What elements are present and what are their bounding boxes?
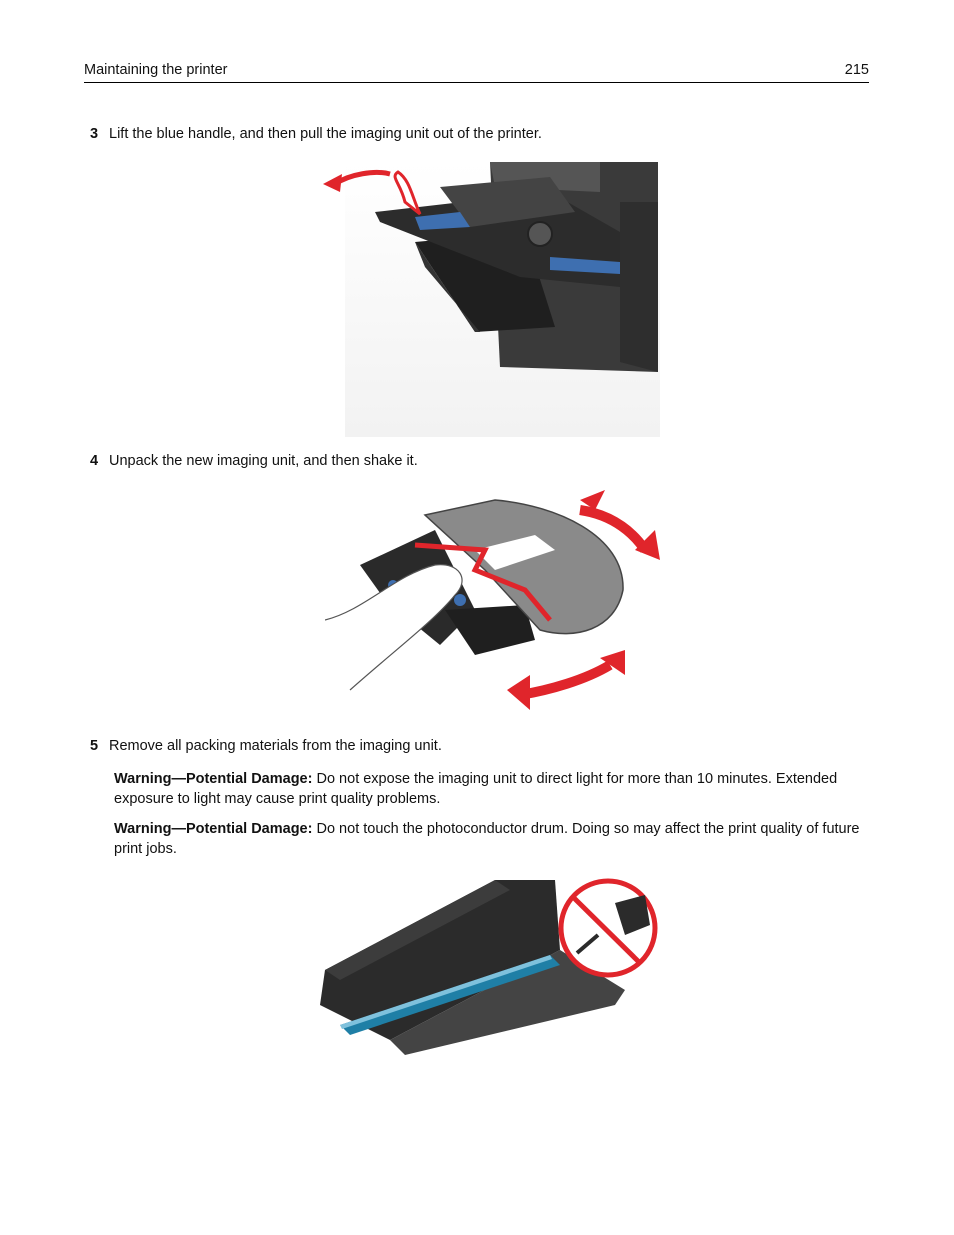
printer-imaging-unit-removal-illustration xyxy=(320,162,660,437)
step-number: 5 xyxy=(90,738,99,754)
shake-arrow-bottom xyxy=(520,665,610,695)
step-text: Unpack the new imaging unit, and then shake it. xyxy=(109,453,418,469)
warning-label: Warning—Potential Damage: xyxy=(114,821,313,837)
step-3 xyxy=(90,126,860,142)
step-text: Lift the blue handle, and then pull the imaging unit out of the printer. xyxy=(109,126,542,142)
step-number: 3 xyxy=(90,126,99,142)
warning-light-exposure xyxy=(114,769,864,809)
warning-photoconductor xyxy=(114,819,864,859)
header-title: Maintaining the printer xyxy=(84,62,228,78)
warning-text: Do not expose the imaging unit to direct light for more than 10 minutes. Extended exposure to light may cause print quality problems. xyxy=(114,771,838,807)
page-header xyxy=(84,60,869,83)
warning-label: Warning—Potential Damage: xyxy=(114,771,313,787)
page-number: 215 xyxy=(844,62,869,78)
step-4 xyxy=(90,453,860,469)
step-5 xyxy=(90,738,860,754)
photoconductor-drum-illustration xyxy=(315,875,660,1060)
shake-imaging-unit-illustration xyxy=(325,490,665,720)
step-number: 4 xyxy=(90,453,99,469)
step-text: Remove all packing materials from the imaging unit. xyxy=(109,738,442,754)
warning-text: Do not touch the photoconductor drum. Doing so may affect the print quality of future print jobs. xyxy=(114,821,860,857)
